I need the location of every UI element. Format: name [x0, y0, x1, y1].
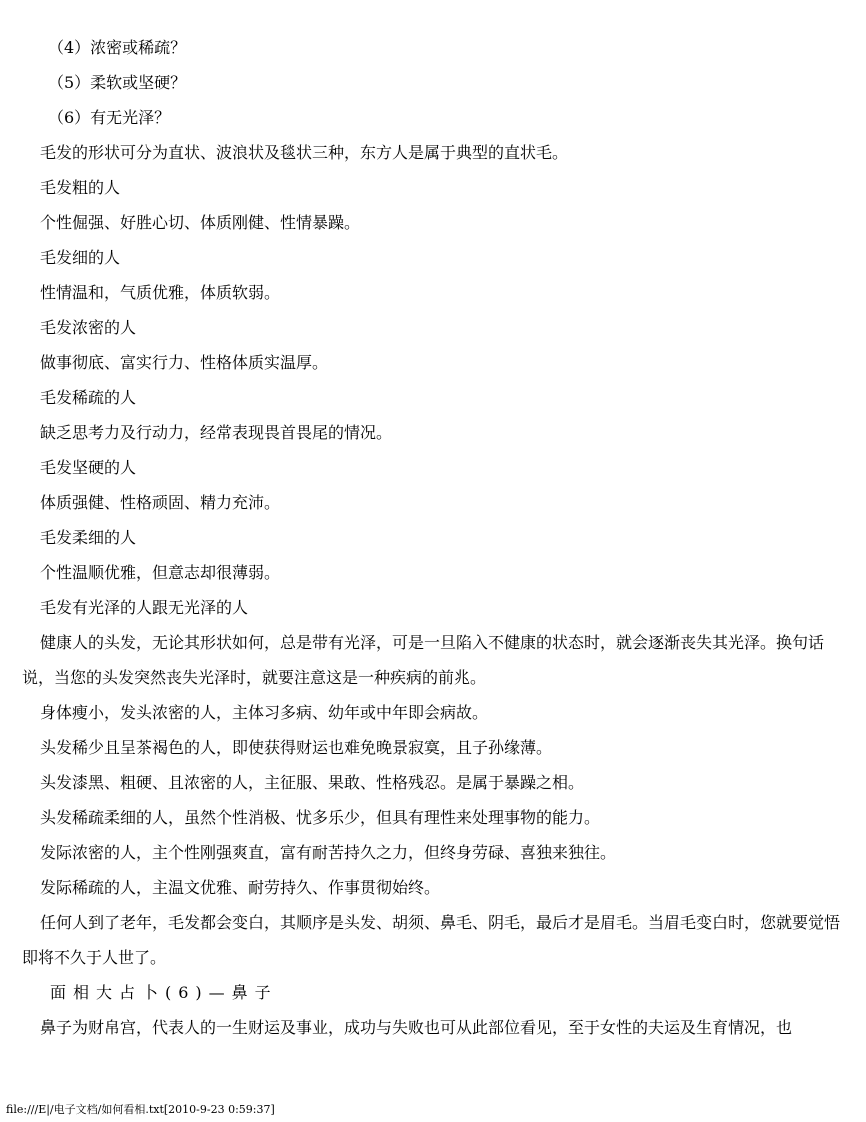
- section-label: 毛发稀疏的人: [40, 388, 137, 407]
- section-label: 毛发粗的人: [40, 178, 121, 197]
- text-line: 个性温顺优雅，但意志却很薄弱。: [40, 563, 281, 582]
- section-label: 毛发柔细的人: [40, 528, 137, 547]
- text-line: 发际浓密的人，主个性刚强爽直，富有耐苦持久之力，但终身劳碌、喜独来独往。: [40, 843, 617, 862]
- text-line: 做事彻底、富实行力、性格体质实温厚。: [40, 353, 329, 372]
- section-heading: 面相大占卜(6)—鼻子: [50, 983, 278, 1002]
- text-line: 鼻子为财帛宫，代表人的一生财运及事业，成功与失败也可从此部位看见，至于女性的夫运及生育情况，也: [40, 1018, 793, 1037]
- text-line: （6）有无光泽？: [48, 108, 171, 127]
- paragraph: 健康人的头发，无论其形状如何，总是带有光泽，可是一旦陷入不健康的状态时，就会逐渐丧失其光泽。换句话说，当您的头发突然丧失光泽时，就要注意这是一种疾病的前兆。: [22, 633, 825, 687]
- text-line: （4）浓密或稀疏？: [48, 38, 187, 57]
- paragraph: 任何人到了老年，毛发都会变白，其顺序是头发、胡须、鼻毛、阴毛，最后才是眉毛。当眉毛变白时，您就要觉悟即将不久于人世了。: [22, 913, 841, 967]
- text-line: 发际稀疏的人，主温文优雅、耐劳持久、作事贯彻始终。: [40, 878, 441, 897]
- text-line: 身体瘦小，发头浓密的人，主体习多病、幼年或中年即会病故。: [40, 703, 489, 722]
- section-label: 毛发有光泽的人跟无光泽的人: [40, 598, 249, 617]
- section-label: 毛发细的人: [40, 248, 121, 267]
- text-line: （5）柔软或坚硬？: [48, 73, 187, 92]
- text-line: 体质强健、性格顽固、精力充沛。: [40, 493, 281, 512]
- text-line: 性情温和，气质优雅，体质软弱。: [40, 283, 281, 302]
- text-line: 头发稀少且呈茶褐色的人，即使获得财运也难免晚景寂寞，且子孙缘薄。: [40, 738, 553, 757]
- section-label: 毛发坚硬的人: [40, 458, 137, 477]
- text-line: 个性倔强、好胜心切、体质刚健、性情暴躁。: [40, 213, 361, 232]
- text-line: 头发稀疏柔细的人，虽然个性消极、忧多乐少，但具有理性来处理事物的能力。: [40, 808, 601, 827]
- document-body: [22, 30, 844, 1045]
- text-line: 头发漆黑、粗硬、且浓密的人，主征服、果敢、性格残忍。是属于暴躁之相。: [40, 773, 585, 792]
- text-line: 毛发的形状可分为直状、波浪状及毯状三种，东方人是属于典型的直状毛。: [40, 143, 569, 162]
- file-path-footer: file:///E|/电子文档/如何看相.txt[2010-9-23 0:59:37]: [6, 1103, 275, 1116]
- text-line: 缺乏思考力及行动力，经常表现畏首畏尾的情况。: [40, 423, 393, 442]
- section-label: 毛发浓密的人: [40, 318, 137, 337]
